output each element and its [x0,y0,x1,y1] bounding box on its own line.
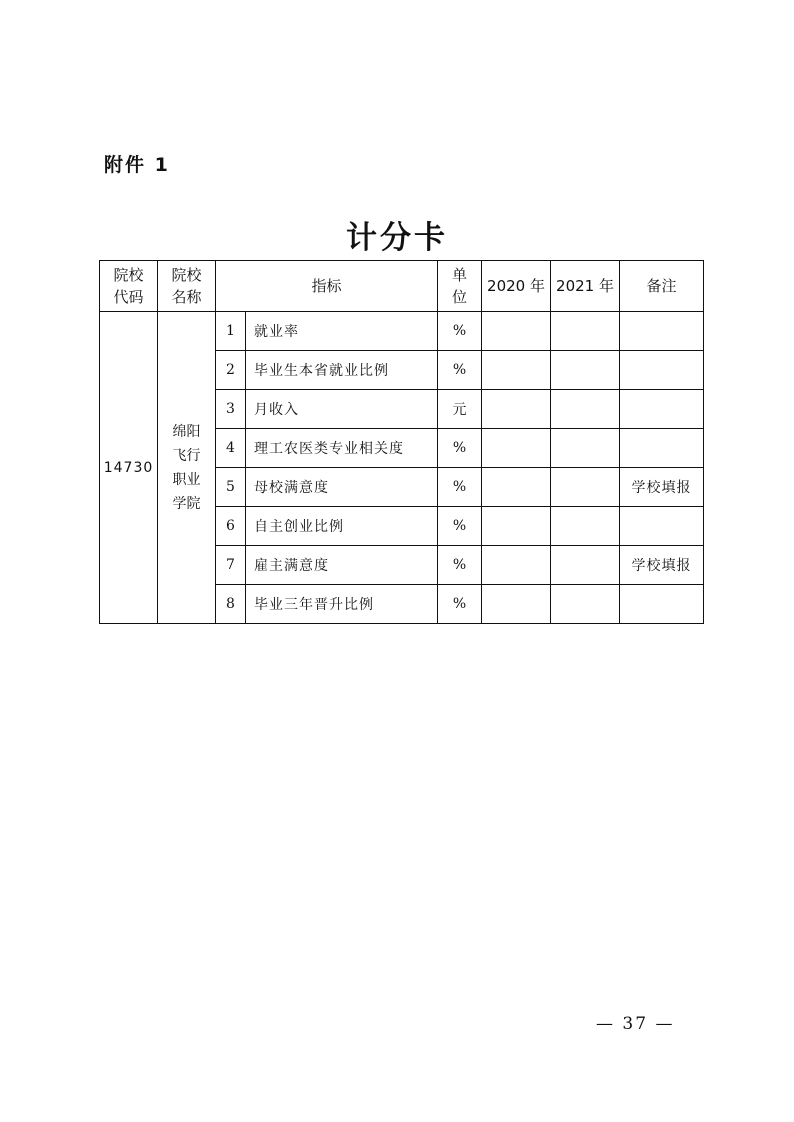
unit-cell: % [438,546,482,585]
row-number: 2 [216,351,246,390]
indicator-name: 就业率 [246,312,438,351]
value-2020-cell[interactable] [482,546,551,585]
header-unit-line1: 单 [452,266,468,284]
row-number: 1 [216,312,246,351]
attachment-label: 附件 1 [104,154,170,176]
remark-cell [620,312,704,351]
value-2020-cell[interactable] [482,468,551,507]
indicator-name: 雇主满意度 [246,546,438,585]
value-2020-cell[interactable] [482,429,551,468]
school-name-line2: 飞行 [172,447,201,464]
value-2021-cell[interactable] [551,390,620,429]
score-table [99,260,704,624]
header-school-name [158,261,216,312]
remark-cell: 学校填报 [620,468,704,507]
indicator-name: 月收入 [246,390,438,429]
value-2021-cell[interactable] [551,429,620,468]
school-code-cell: 14730 [100,312,158,624]
header-school-code-line2: 代码 [113,288,144,306]
header-school-code [100,261,158,312]
unit-cell: % [438,351,482,390]
indicator-name: 毕业三年晋升比例 [246,585,438,624]
value-2020-cell[interactable] [482,312,551,351]
school-name-line4: 学院 [172,495,201,512]
indicator-name: 自主创业比例 [246,507,438,546]
header-2021: 2021 年 [551,261,620,312]
remark-cell [620,351,704,390]
unit-cell: % [438,429,482,468]
table-row [100,312,704,351]
indicator-name: 母校满意度 [246,468,438,507]
unit-cell: % [438,468,482,507]
unit-cell: 元 [438,390,482,429]
value-2021-cell[interactable] [551,546,620,585]
value-2021-cell[interactable] [551,585,620,624]
page-number: — 37 — [596,1014,675,1034]
unit-cell: % [438,312,482,351]
remark-cell [620,390,704,429]
header-unit [438,261,482,312]
row-number: 8 [216,585,246,624]
unit-cell: % [438,585,482,624]
table-header-row [100,261,704,312]
remark-cell: 学校填报 [620,546,704,585]
value-2021-cell[interactable] [551,468,620,507]
value-2020-cell[interactable] [482,390,551,429]
header-2020: 2020 年 [482,261,551,312]
row-number: 4 [216,429,246,468]
value-2021-cell[interactable] [551,312,620,351]
unit-cell: % [438,507,482,546]
school-name-cell [158,312,216,624]
remark-cell [620,585,704,624]
value-2020-cell[interactable] [482,585,551,624]
header-unit-line2: 位 [452,288,468,306]
value-2020-cell[interactable] [482,351,551,390]
header-indicator: 指标 [216,261,438,312]
row-number: 6 [216,507,246,546]
indicator-name: 理工农医类专业相关度 [246,429,438,468]
school-name-line1: 绵阳 [172,423,201,440]
value-2020-cell[interactable] [482,507,551,546]
header-school-name-line1: 院校 [171,266,202,284]
value-2021-cell[interactable] [551,507,620,546]
row-number: 5 [216,468,246,507]
header-school-code-line1: 院校 [113,266,144,284]
value-2021-cell[interactable] [551,351,620,390]
school-name-line3: 职业 [172,471,201,488]
indicator-name: 毕业生本省就业比例 [246,351,438,390]
document-title: 计分卡 [346,220,448,256]
row-number: 7 [216,546,246,585]
row-number: 3 [216,390,246,429]
remark-cell [620,507,704,546]
header-remarks: 备注 [620,261,704,312]
remark-cell [620,429,704,468]
header-school-name-line2: 名称 [171,288,202,306]
